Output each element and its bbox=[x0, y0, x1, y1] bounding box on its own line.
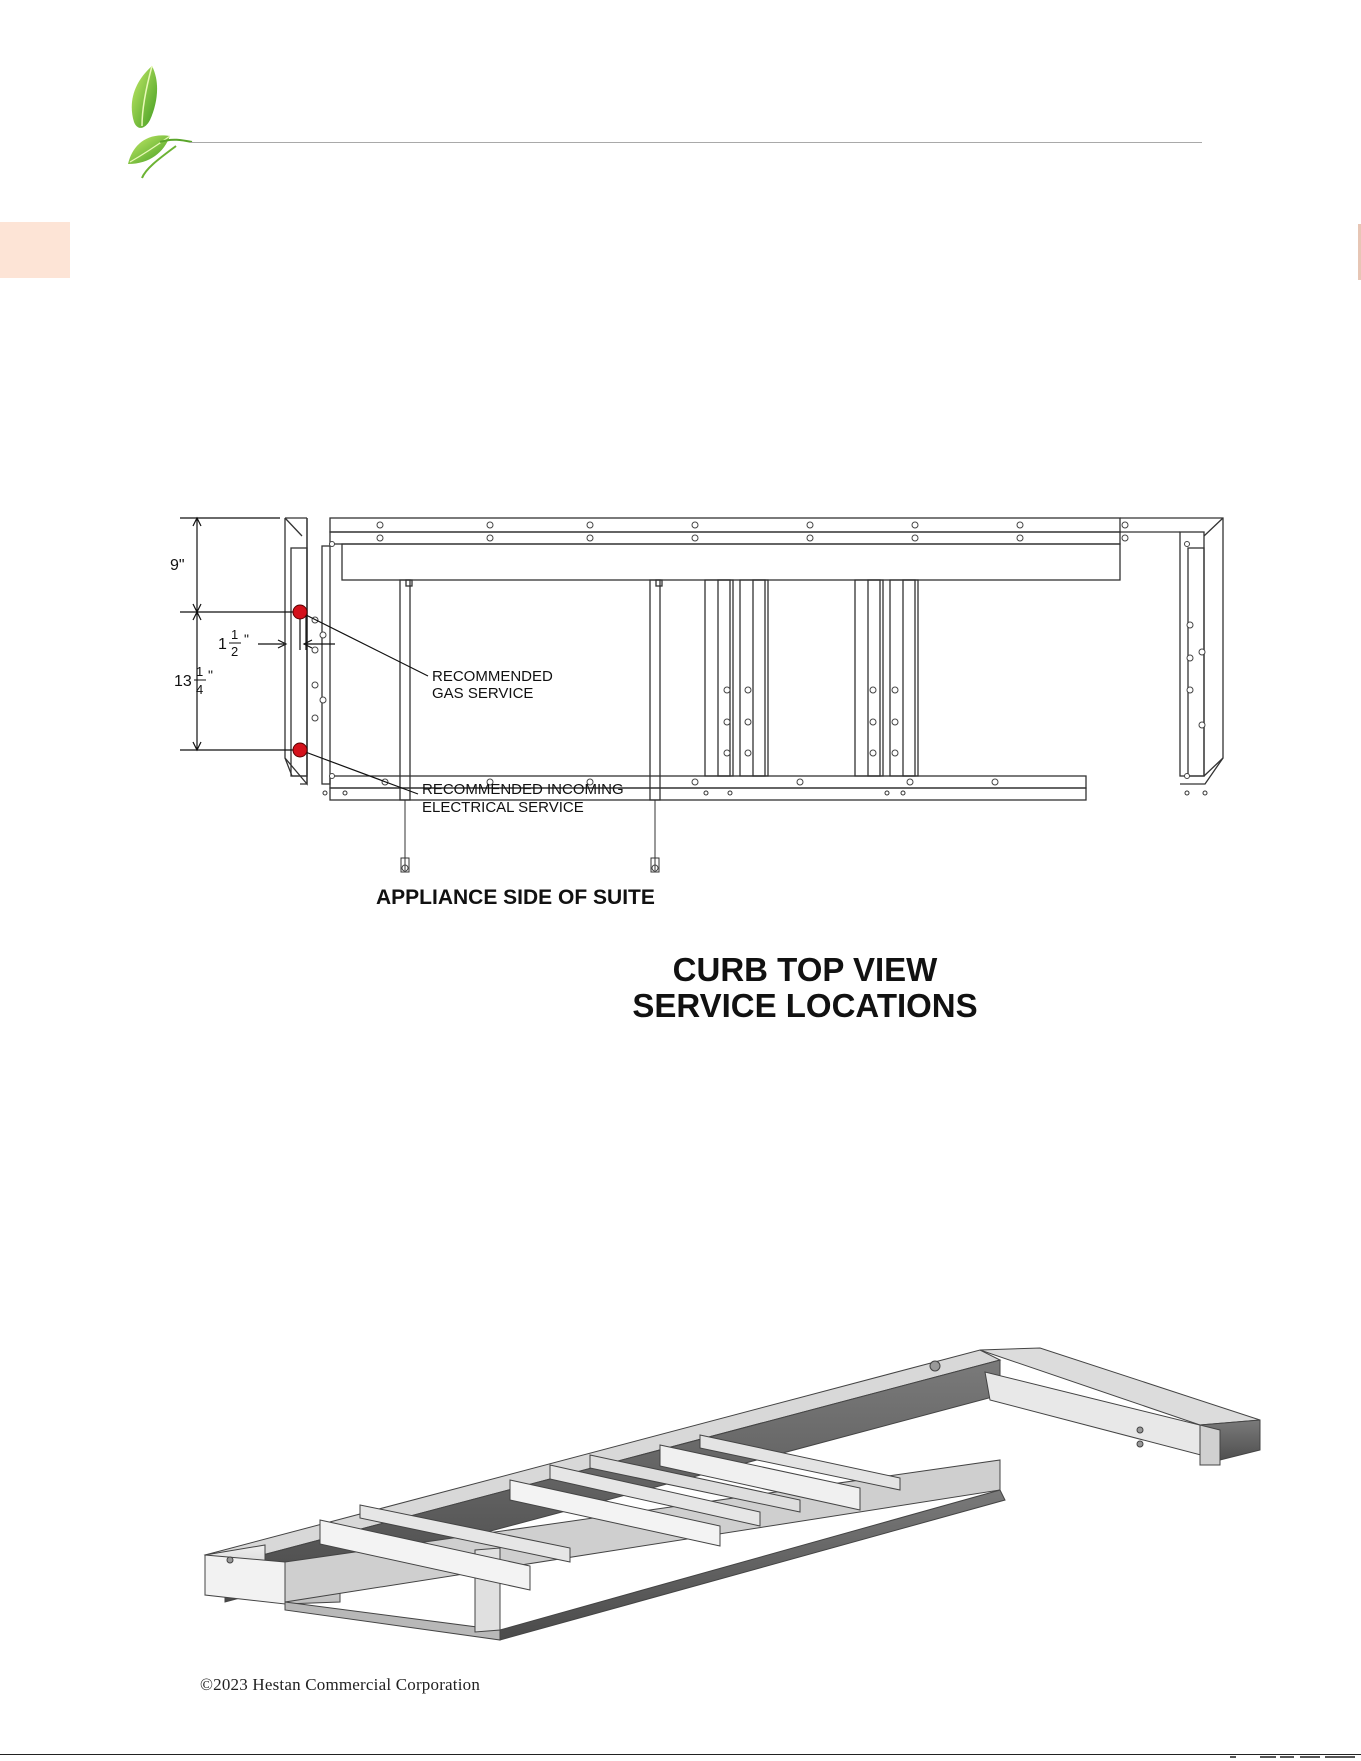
dim-mid-suffix: " bbox=[208, 667, 213, 683]
gas-label-line1: RECOMMENDED bbox=[432, 668, 553, 685]
drawing-title bbox=[560, 952, 1050, 1024]
copyright-notice: ©2023 Hestan Commercial Corporation bbox=[200, 1675, 481, 1694]
top-rail-inner bbox=[330, 532, 1120, 544]
drawing-title-line1: CURB TOP VIEW bbox=[672, 951, 938, 988]
dim-small-suffix: " bbox=[244, 631, 249, 647]
dim-mid-den: 4 bbox=[196, 682, 204, 697]
header-rule bbox=[190, 142, 1202, 143]
channel-4 bbox=[890, 580, 918, 776]
top-rail bbox=[330, 518, 1120, 532]
dim-small-den: 2 bbox=[231, 644, 239, 659]
footer-rule bbox=[0, 1754, 1361, 1755]
leaf-logo bbox=[120, 60, 210, 180]
electric-label-line2: ELECTRICAL SERVICE bbox=[422, 799, 584, 816]
gas-label-line2: GAS SERVICE bbox=[432, 685, 534, 702]
channel-1 bbox=[705, 580, 733, 776]
curb-top-view-drawing bbox=[160, 500, 1240, 900]
curb-isometric-illustration bbox=[200, 1340, 1270, 1670]
cross-bar-1 bbox=[400, 580, 410, 800]
footer-marks bbox=[1220, 1756, 1361, 1761]
cross-bar-2 bbox=[650, 580, 660, 800]
dim-small-whole: 1 bbox=[218, 636, 227, 653]
electrical-service-marker bbox=[293, 743, 307, 757]
dim-top-label: 9" bbox=[170, 557, 185, 574]
dim-mid-num: 1 bbox=[196, 664, 204, 679]
drawing-title-line2: SERVICE LOCATIONS bbox=[632, 987, 978, 1024]
dim-small-num: 1 bbox=[231, 627, 239, 642]
channel-3 bbox=[855, 580, 883, 776]
electric-label-line1: RECOMMENDED INCOMING bbox=[422, 781, 624, 798]
side-tab bbox=[0, 222, 70, 278]
appliance-side-label: APPLIANCE SIDE OF SUITE bbox=[376, 886, 655, 909]
gas-service-marker bbox=[293, 605, 307, 619]
channel-2 bbox=[740, 580, 768, 776]
dim-mid-whole: 13 bbox=[174, 673, 192, 690]
